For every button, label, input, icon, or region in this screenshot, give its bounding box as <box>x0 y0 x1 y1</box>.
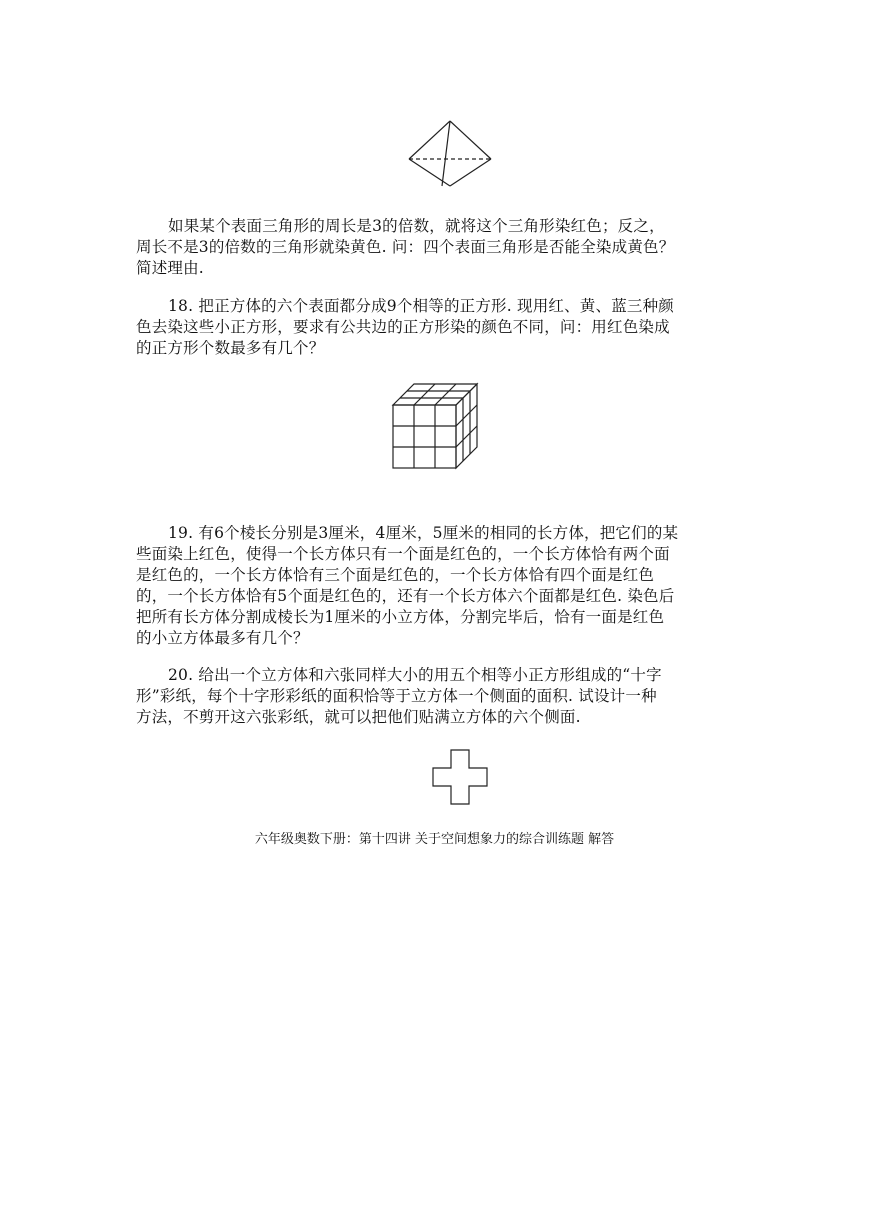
text-line: 的小立方体最多有几个？ <box>136 629 309 647</box>
text-line: 方法，不剪开这六张彩纸，就可以把他们贴满立方体的六个侧面. <box>136 708 581 726</box>
page-footer: 六年级奥数下册：第十四讲 关于空间想象力的综合训练题 解答 <box>254 832 615 847</box>
text-line: 色去染这些小正方形，要求有公共边的正方形染的颜色不同，问：用红色染成 <box>136 318 670 336</box>
problem-17-text <box>136 216 736 279</box>
text-line: 18. 把正方体的六个表面都分成9个相等的正方形. 现用红、黄、蓝三种颜 <box>168 297 674 315</box>
cross-shape-figure <box>431 748 491 806</box>
problem-18-text <box>136 296 736 359</box>
text-line: 形”彩纸，每个十字形彩纸的面积恰等于立方体一个侧面的面积. 试设计一种 <box>136 687 657 705</box>
text-line: 的，一个长方体恰有5个面是红色的，还有一个长方体六个面都是红色. 染色后 <box>136 587 675 605</box>
bipyramid-figure <box>405 118 495 190</box>
text-line: 简述理由. <box>136 259 204 277</box>
text-line: 些面染上红色，使得一个长方体只有一个面是红色的，一个长方体恰有两个面 <box>136 545 670 563</box>
text-line: 19. 有6个棱长分别是3厘米，4厘米，5厘米的相同的长方体，把它们的某 <box>168 524 679 542</box>
problem-19-text <box>136 523 736 649</box>
text-line: 20. 给出一个立方体和六张同样大小的用五个相等小正方形组成的“十字 <box>168 666 662 684</box>
text-line: 如果某个表面三角形的周长是3的倍数，就将这个三角形染红色；反之， <box>168 217 665 235</box>
text-line: 周长不是3的倍数的三角形就染黄色. 问：四个表面三角形是否能全染成黄色？ <box>136 238 675 256</box>
rubik-cube-figure <box>390 381 482 471</box>
text-line: 把所有长方体分割成棱长为1厘米的小立方体，分割完毕后，恰有一面是红色 <box>136 608 665 626</box>
text-line: 的正方形个数最多有几个？ <box>136 339 325 357</box>
text-line: 是红色的，一个长方体恰有三个面是红色的，一个长方体恰有四个面是红色 <box>136 566 655 584</box>
problem-20-text <box>136 665 736 728</box>
